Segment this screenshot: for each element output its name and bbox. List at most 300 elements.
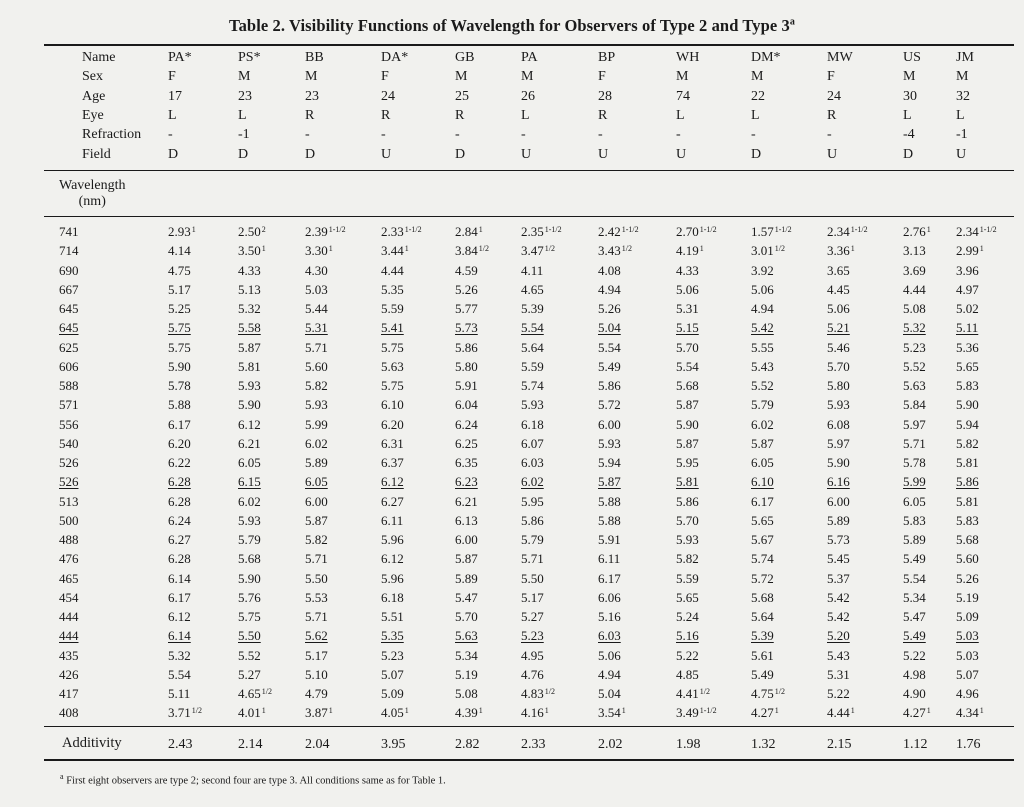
value-number: 5.84: [903, 397, 926, 413]
value-number: 5.45: [827, 551, 850, 567]
observer-field-cell: D: [455, 146, 466, 162]
value-number: 5.93: [238, 378, 261, 393]
value-number: 5.90: [238, 397, 261, 413]
value-number: 5.75: [168, 320, 191, 336]
value-cell: [676, 417, 699, 433]
value-number: 6.14: [168, 570, 191, 586]
value-superscript: 1: [926, 706, 931, 716]
wavelength-column-heading: [59, 178, 126, 210]
value-cell: [168, 301, 191, 317]
observer-name-cell: PA*: [168, 50, 192, 65]
additivity-cell: 3.95: [381, 737, 406, 752]
value-number: 5.02: [956, 301, 979, 316]
value-cell: [903, 648, 926, 664]
value-number: 5.54: [676, 358, 699, 374]
value-number: 5.83: [956, 512, 979, 528]
value-number: 5.75: [381, 378, 404, 393]
value-number: 5.42: [751, 320, 774, 336]
observer-name-cell: PS*: [238, 50, 261, 65]
value-number: 4.30: [305, 262, 328, 278]
value-cell: [168, 590, 191, 606]
value-cell: [455, 243, 489, 259]
value-cell: [956, 301, 979, 317]
value-cell: [676, 532, 699, 548]
value-number: 5.64: [751, 609, 774, 624]
value-cell: [676, 224, 717, 240]
value-superscript: 1-1/2: [328, 225, 346, 234]
header-label-sex: Sex: [82, 69, 103, 85]
value-number: 6.00: [827, 493, 850, 509]
observer-field-cell: D: [903, 146, 914, 162]
value-number: 5.86: [598, 378, 621, 393]
value-number: 5.89: [827, 512, 850, 528]
value-number: 5.43: [827, 647, 850, 663]
value-cell: [751, 378, 774, 394]
value-cell: [305, 628, 328, 644]
observer-refraction-cell: -: [455, 127, 460, 143]
observer-eye-cell: L: [168, 107, 177, 123]
value-number: 5.46: [827, 339, 850, 355]
wavelength-cell: 645: [59, 320, 79, 336]
value-cell: [455, 590, 478, 606]
value-superscript: 1-1/2: [621, 225, 639, 234]
observer-sex-cell: M: [676, 69, 689, 85]
observer-age-cell: 28: [598, 88, 612, 104]
value-cell: [827, 224, 868, 240]
value-cell: [521, 301, 544, 317]
value-cell: [598, 378, 621, 394]
header-rule: [44, 170, 1014, 171]
value-cell: [455, 301, 478, 317]
value-number: 5.60: [956, 551, 979, 567]
value-number: 4.39: [455, 705, 478, 721]
value-cell: [168, 417, 191, 433]
value-number: 5.74: [751, 551, 774, 567]
value-number: 5.71: [903, 435, 926, 451]
value-number: 5.72: [751, 570, 774, 586]
value-number: 5.50: [238, 628, 261, 644]
value-cell: [455, 455, 478, 471]
value-cell: [168, 705, 202, 721]
value-number: 5.68: [751, 589, 774, 605]
observer-sex-cell: F: [381, 69, 389, 85]
value-number: 4.90: [903, 686, 926, 701]
observer-field-cell: U: [521, 146, 532, 162]
value-number: 5.22: [903, 647, 926, 663]
value-superscript: 1-1/2: [774, 225, 792, 234]
value-cell: [956, 513, 979, 529]
table-title: Table 2. Visibility Functions of Wavelength for Observers of Type 2 and Type 3: [228, 16, 790, 35]
value-number: 5.42: [827, 589, 850, 605]
value-cell: [903, 609, 926, 625]
observer-name-cell: GB: [455, 50, 475, 65]
observer-name-cell: DA*: [381, 50, 409, 65]
value-cell: [305, 532, 328, 548]
observer-sex-cell: M: [956, 69, 969, 85]
wavelength-cell: 444: [59, 628, 79, 644]
value-number: 2.39: [305, 224, 328, 239]
value-cell: [381, 571, 404, 587]
value-cell: [676, 378, 699, 394]
value-number: 5.78: [168, 378, 191, 393]
wavelength-cell: 667: [59, 281, 79, 297]
value-cell: [381, 551, 404, 567]
observer-eye-cell: R: [381, 107, 391, 123]
value-cell: [521, 455, 544, 471]
wavelength-cell: 540: [59, 435, 79, 451]
value-cell: [238, 705, 266, 721]
value-cell: [305, 513, 328, 529]
value-number: 5.63: [903, 378, 926, 393]
value-cell: [598, 436, 621, 452]
footnote-marker: a: [60, 772, 64, 781]
wavelength-cell: 714: [59, 243, 79, 259]
value-number: 4.97: [956, 281, 979, 297]
value-number: 5.78: [903, 455, 926, 470]
value-number: 5.83: [903, 512, 926, 528]
value-cell: [521, 359, 544, 375]
value-number: 6.00: [455, 532, 478, 547]
value-cell: [676, 667, 699, 683]
value-number: 6.13: [455, 512, 478, 528]
header-label-field: Field: [82, 146, 111, 162]
value-cell: [238, 359, 261, 375]
value-number: 6.05: [238, 455, 261, 470]
value-number: 5.99: [305, 416, 328, 432]
value-cell: [903, 320, 926, 336]
value-number: 6.28: [168, 474, 191, 490]
value-number: 4.65: [238, 686, 261, 701]
value-cell: [238, 648, 261, 664]
value-cell: [676, 686, 710, 702]
value-number: 3.30: [305, 243, 328, 259]
value-number: 5.86: [521, 512, 544, 528]
value-number: 5.11: [956, 320, 979, 336]
observer-age-cell: 26: [521, 88, 535, 104]
value-number: 4.05: [381, 705, 404, 721]
value-number: 5.93: [305, 397, 328, 413]
value-cell: [956, 590, 979, 606]
observer-name-cell: WH: [676, 50, 700, 65]
value-number: 5.49: [598, 358, 621, 374]
value-cell: [956, 705, 984, 721]
value-number: 6.10: [751, 474, 774, 490]
value-number: 5.87: [676, 397, 699, 413]
value-cell: [238, 263, 261, 279]
value-number: 5.60: [305, 358, 328, 374]
observer-sex-cell: M: [305, 69, 318, 85]
value-cell: [751, 571, 774, 587]
value-cell: [238, 397, 261, 413]
value-superscript: 1/2: [544, 244, 555, 254]
value-number: 6.17: [168, 589, 191, 605]
value-number: 5.21: [827, 320, 850, 336]
value-cell: [751, 532, 774, 548]
value-superscript: 1: [478, 706, 483, 716]
value-number: 6.06: [598, 589, 621, 605]
value-cell: [455, 474, 478, 490]
observer-field-cell: U: [381, 146, 392, 162]
observer-age-cell: 23: [238, 88, 252, 104]
wavelength-cell: 571: [59, 397, 79, 413]
value-number: 5.91: [598, 532, 621, 547]
value-cell: [305, 571, 328, 587]
value-cell: [676, 263, 699, 279]
value-cell: [455, 417, 478, 433]
value-number: 5.16: [676, 628, 699, 644]
value-number: 3.92: [751, 262, 774, 278]
value-number: 5.70: [676, 512, 699, 528]
value-number: 5.70: [676, 339, 699, 355]
value-cell: [238, 474, 261, 490]
value-number: 6.20: [168, 435, 191, 451]
value-cell: [305, 359, 328, 375]
observer-sex-cell: M: [455, 69, 468, 85]
value-number: 6.04: [455, 397, 478, 413]
value-cell: [751, 551, 774, 567]
additivity-cell: 2.02: [598, 737, 623, 752]
value-number: 5.95: [521, 493, 544, 509]
value-number: 4.44: [903, 281, 926, 297]
value-cell: [238, 513, 261, 529]
value-number: 5.50: [305, 570, 328, 586]
header-label-name: Name: [82, 50, 116, 65]
observer-age-cell: 24: [827, 88, 841, 104]
value-cell: [238, 590, 261, 606]
value-superscript: 1/2: [544, 687, 555, 696]
value-cell: [305, 301, 328, 317]
value-number: 6.00: [598, 416, 621, 432]
value-cell: [751, 340, 774, 356]
value-superscript: 1: [328, 706, 333, 716]
value-number: 5.82: [956, 435, 979, 451]
value-number: 6.17: [598, 570, 621, 586]
value-cell: [305, 417, 328, 433]
value-number: 5.06: [751, 281, 774, 297]
value-cell: [903, 282, 926, 298]
value-number: 4.98: [903, 666, 926, 682]
observer-refraction-cell: -: [827, 127, 832, 143]
value-cell: [305, 667, 328, 683]
value-cell: [305, 436, 328, 452]
value-number: 3.01: [751, 243, 774, 259]
value-cell: [676, 340, 699, 356]
value-cell: [238, 224, 266, 240]
observer-field-cell: U: [676, 146, 687, 162]
value-cell: [827, 417, 850, 433]
value-cell: [168, 532, 191, 548]
value-cell: [455, 686, 478, 702]
value-number: 6.02: [751, 416, 774, 432]
value-superscript: 1: [621, 706, 626, 716]
value-number: 5.83: [956, 378, 979, 393]
footnote-text: First eight observers are type 2; second four are type 3. All conditions same as for Table 1.: [66, 775, 446, 787]
value-cell: [238, 686, 272, 702]
value-number: 6.21: [455, 493, 478, 509]
value-cell: [903, 705, 931, 721]
value-number: 5.09: [956, 609, 979, 624]
value-number: 5.72: [598, 397, 621, 413]
value-number: 5.91: [455, 378, 478, 393]
value-cell: [598, 340, 621, 356]
value-number: 5.97: [903, 416, 926, 432]
value-number: 5.03: [956, 628, 979, 644]
value-superscript: 1/2: [774, 244, 785, 254]
value-cell: [903, 513, 926, 529]
value-cell: [455, 609, 478, 625]
value-number: 5.47: [455, 589, 478, 605]
value-cell: [168, 224, 196, 240]
value-number: 5.94: [598, 455, 621, 470]
value-number: 5.87: [238, 339, 261, 355]
wavelength-cell: 417: [59, 686, 79, 701]
value-cell: [305, 590, 328, 606]
value-cell: [521, 224, 562, 240]
value-cell: [827, 609, 850, 625]
value-cell: [598, 417, 621, 433]
value-number: 6.21: [238, 435, 261, 451]
value-cell: [521, 513, 544, 529]
value-number: 4.34: [956, 705, 979, 721]
value-number: 6.17: [751, 493, 774, 509]
value-cell: [598, 532, 621, 548]
value-number: 5.74: [521, 378, 544, 393]
value-cell: [168, 263, 191, 279]
observer-name-cell: DM*: [751, 50, 781, 65]
value-cell: [676, 436, 699, 452]
value-cell: [827, 320, 850, 336]
observer-refraction-cell: -: [305, 127, 310, 143]
value-cell: [521, 474, 544, 490]
value-number: 5.35: [381, 628, 404, 644]
value-cell: [751, 628, 774, 644]
value-cell: [381, 609, 404, 625]
value-number: 4.85: [676, 666, 699, 682]
additivity-cell: 2.15: [827, 737, 852, 752]
value-number: 5.35: [381, 281, 404, 297]
value-number: 5.95: [676, 455, 699, 470]
value-cell: [455, 263, 478, 279]
value-cell: [751, 667, 774, 683]
value-cell: [381, 532, 404, 548]
value-number: 5.68: [676, 378, 699, 393]
value-number: 5.58: [238, 320, 261, 336]
additivity-cell: 2.43: [168, 737, 193, 752]
observer-eye-cell: L: [751, 107, 760, 123]
value-cell: [903, 474, 926, 490]
value-number: 4.94: [598, 666, 621, 682]
value-number: 5.32: [238, 301, 261, 316]
value-number: 5.80: [827, 378, 850, 393]
value-number: 2.42: [598, 224, 621, 239]
value-cell: [238, 282, 261, 298]
value-cell: [598, 455, 621, 471]
value-cell: [903, 340, 926, 356]
value-number: 6.02: [305, 435, 328, 451]
observer-field-cell: D: [168, 146, 179, 162]
value-cell: [238, 301, 261, 317]
value-number: 2.70: [676, 224, 699, 239]
value-number: 4.59: [455, 262, 478, 278]
value-number: 6.07: [521, 435, 544, 451]
value-cell: [598, 551, 620, 567]
value-number: 5.32: [903, 320, 926, 336]
value-number: 6.22: [168, 455, 191, 470]
value-cell: [827, 455, 850, 471]
value-cell: [903, 417, 926, 433]
value-number: 5.75: [381, 339, 404, 355]
value-cell: [305, 224, 346, 240]
value-cell: [381, 320, 404, 336]
value-cell: [903, 590, 926, 606]
value-cell: [956, 551, 979, 567]
value-cell: [751, 474, 774, 490]
value-number: 5.68: [956, 532, 979, 547]
value-cell: [676, 359, 699, 375]
value-number: 6.27: [381, 493, 404, 509]
additivity-cell: 1.98: [676, 737, 701, 752]
observer-eye-cell: R: [598, 107, 608, 123]
value-cell: [521, 282, 544, 298]
value-number: 5.59: [676, 570, 699, 586]
observer-eye-cell: L: [238, 107, 247, 123]
value-cell: [751, 686, 785, 702]
value-cell: [956, 359, 979, 375]
value-cell: [676, 628, 699, 644]
value-number: 5.71: [521, 551, 544, 567]
header-label-age: Age: [82, 88, 106, 104]
value-cell: [168, 378, 191, 394]
value-number: 5.79: [238, 532, 261, 547]
value-number: 5.96: [381, 570, 404, 586]
value-number: 6.05: [751, 455, 774, 470]
value-cell: [751, 224, 792, 240]
value-number: 3.84: [455, 243, 478, 259]
observer-name-cell: BP: [598, 50, 616, 65]
value-number: 5.16: [598, 609, 621, 624]
value-cell: [751, 417, 774, 433]
value-superscript: 1-1/2: [979, 225, 997, 234]
value-number: 5.15: [676, 320, 699, 336]
value-cell: [168, 436, 191, 452]
value-number: 5.88: [598, 512, 621, 528]
value-number: 5.65: [676, 589, 699, 605]
value-superscript: 1/2: [774, 687, 785, 696]
value-cell: [455, 667, 478, 683]
value-number: 5.19: [956, 589, 979, 605]
value-number: 6.20: [381, 416, 404, 432]
value-number: 6.05: [903, 493, 926, 509]
value-number: 2.33: [381, 224, 404, 239]
observer-refraction-cell: -: [598, 127, 603, 143]
value-number: 5.81: [676, 474, 699, 490]
value-superscript: 1: [774, 706, 779, 716]
value-cell: [455, 282, 478, 298]
value-superscript: 1: [404, 706, 409, 716]
value-number: 5.59: [521, 358, 544, 374]
value-number: 4.33: [238, 262, 261, 278]
value-cell: [956, 224, 997, 240]
observer-eye-cell: L: [903, 107, 912, 123]
value-number: 6.15: [238, 474, 261, 490]
wavelength-cell: 465: [59, 570, 79, 586]
value-number: 5.25: [168, 301, 191, 316]
value-cell: [956, 320, 978, 336]
value-cell: [751, 263, 774, 279]
wavelength-cell: 625: [59, 339, 79, 355]
value-number: 5.50: [521, 570, 544, 586]
value-cell: [521, 340, 544, 356]
